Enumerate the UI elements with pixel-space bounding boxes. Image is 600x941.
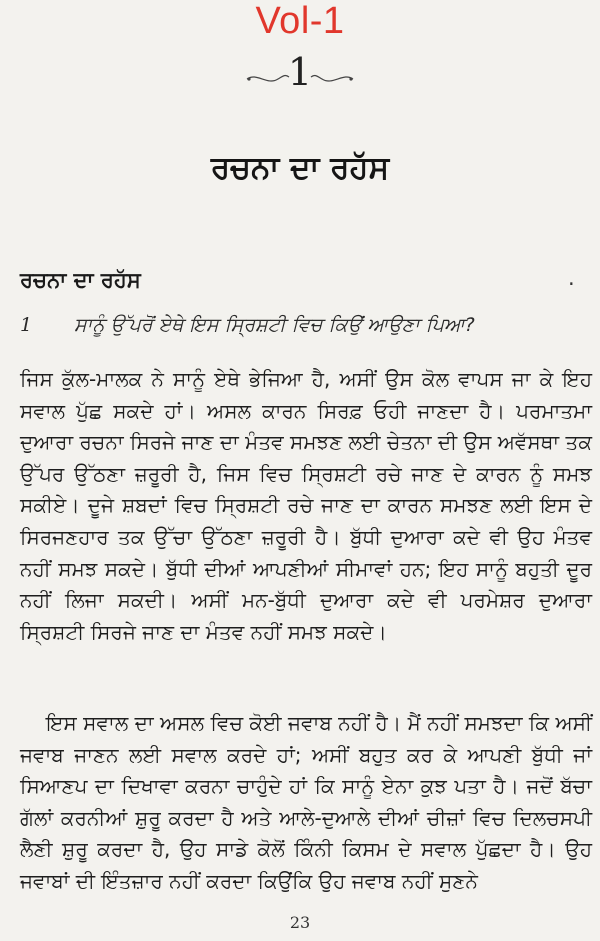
question-text: ਸਾਨੂੰ ਉੱਪਰੋਂ ਏਥੇ ਇਸ ਸ੍ਰਿਸ਼ਟੀ ਵਿਚ ਕਿਉਂ ਆਉਣਾ ਪਿਆ? (74, 314, 475, 336)
question-line (20, 314, 595, 336)
chapter-number: 1 (287, 50, 313, 94)
body-paragraph: ਜਿਸ ਕੁੱਲ-ਮਾਲਕ ਨੇ ਸਾਨੂੰ ਏਥੇ ਭੇਜਿਆ ਹੈ, ਅਸੀਂ ਉਸ ਕੋਲ ਵਾਪਸ ਜਾ ਕੇ ਇਹ ਸਵਾਲ ਪੁੱਛ ਸਕਦੇ ਹਾਂ। ਅਸਲ ਕਾਰਨ ਸਿਰਫ਼ ਓਹੀ ਜਾਣਦਾ ਹੈ। ਪਰਮਾਤਮਾ ਦੁਆਰਾ ਰਚਨਾ ਸਿਰਜੇ ਜਾਣ ਦਾ ਮੰਤਵ ਸਮਝਣ ਲਈ ਚੇਤਨਾ ਦੀ ਉਸ ਅਵੱਸਥਾ ਤਕ ਉੱਪਰ ਉੱਠਣਾ ਜ਼ਰੂਰੀ ਹੈ, ਜਿਸ ਵਿਚ ਸ੍ਰਿਸ਼ਟੀ ਰਚੇ ਜਾਣ ਦੇ ਕਾਰਨ ਨੂੰ ਸਮਝ ਸਕੀਏ। ਦੂਜੇ ਸ਼ਬਦਾਂ ਵਿਚ ਸ੍ਰਿਸ਼ਟੀ ਰਚੇ ਜਾਣ ਦਾ ਕਾਰਨ ਸਮਝਣ ਲਈ ਇਸ ਦੇ ਸਿਰਜਣਹਾਰ ਤਕ ਉੱਚਾ ਉੱਠਣਾ ਜ਼ਰੂਰੀ ਹੈ। ਬੁੱਧੀ ਦੁਆਰਾ ਕਦੇ ਵੀ ਉਹ ਮੰਤਵ ਨਹੀਂ ਸਮਝ ਸਕਦੇ। ਬੁੱਧੀ ਦੀਆਂ ਆਪਣੀਆਂ ਸੀਮਾਵਾਂ ਹਨ; ਇਹ ਸਾਨੂੰ ਬਹੁਤੀ ਦੂਰ ਨਹੀਂ ਲਿਜਾ ਸਕਦੀ। ਅਸੀਂ ਮਨ-ਬੁੱਧੀ ਦੁਆਰਾ ਕਦੇ ਵੀ ਪਰਮੇਸ਼ਰ ਦੁਆਰਾ ਸ੍ਰਿਸ਼ਟੀ ਸਿਰਜੇ ਜਾਣ ਦਾ ਮੰਤਵ ਨਹੀਂ ਸਮਝ ਸਕਦੇ। (20, 367, 592, 644)
page-number: 23 (289, 913, 311, 932)
section-heading: ਰਚਨਾ ਦਾ ਰਹੱਸ (20, 268, 141, 292)
body-paragraph: ਇਸ ਸਵਾਲ ਦਾ ਅਸਲ ਵਿਚ ਕੋਈ ਜਵਾਬ ਨਹੀਂ ਹੈ। ਮੈਂ ਨਹੀਂ ਸਮਝਦਾ ਕਿ ਅਸੀਂ ਜਵਾਬ ਜਾਣਨ ਲਈ ਸਵਾਲ ਕਰਦੇ ਹਾਂ; ਅਸੀਂ ਬਹੁਤ ਕਰ ਕੇ ਆਪਣੀ ਬੁੱਧੀ ਜਾਂ ਸਿਆਣਪ ਦਾ ਦਿਖਾਵਾ ਕਰਨਾ ਚਾਹੁੰਦੇ ਹਾਂ ਕਿ ਸਾਨੂੰ ਏਨਾ ਕੁਝ ਪਤਾ ਹੈ। ਜਦੋਂ ਬੱਚਾ ਗੱਲਾਂ ਕਰਨੀਆਂ ਸ਼ੁਰੂ ਕਰਦਾ ਹੈ ਅਤੇ ਆਲੇ-ਦੁਆਲੇ ਦੀਆਂ ਚੀਜ਼ਾਂ ਵਿਚ ਦਿਲਚਸਪੀ ਲੈਣੀ ਸ਼ੁਰੂ ਕਰਦਾ ਹੈ, ਉਹ ਸਾਡੇ ਕੋਲੋਂ ਕਿੰਨੀ ਕਿਸਮ ਦੇ ਸਵਾਲ ਪੁੱਛਦਾ ਹੈ। ਉਹ ਜਵਾਬਾਂ ਦੀ ਇੰਤਜ਼ਾਰ ਨਹੀਂ ਕਰਦਾ ਕਿਉਂਕਿ ਉਹ ਜਵਾਬ ਨਹੀਂ ਸੁਣਨੇ (20, 711, 592, 893)
chapter-title: ਰਚਨਾ ਦਾ ਰਹੱਸ (210, 150, 390, 186)
volume-label: Vol-1 (255, 0, 345, 42)
section-mark: . (568, 266, 575, 290)
question-number: 1 (20, 314, 33, 336)
